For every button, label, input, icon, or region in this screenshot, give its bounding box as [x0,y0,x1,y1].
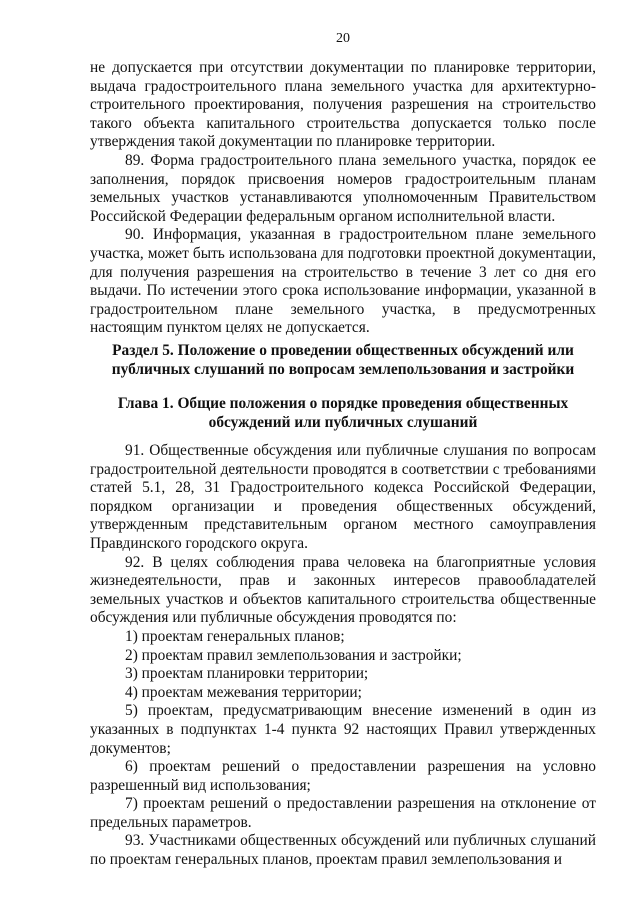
list-item-2: 2) проектам правил землепользования и застройки; [125,646,462,664]
list-item-3: 3) проектам планировки территории; [125,665,369,683]
paragraph-91: 91. Общественные обсуждения или публичные слушания по вопросам градостроительной деятельности проводятся в соответствии с требованиями статей 5.1, 28, 31 Градостроительного кодекса Российской Федерации, порядком организации и проведения общественных обсуждений, утвержденным представительным органом местного самоуправления Правдинского городского округа. [90,442,596,552]
page-number: 20 [336,31,350,46]
paragraph-90: 90. Информация, указанная в градостроительном плане земельного участка, может быть использована для подготовки проектной документации, для получения разрешения на строительство в течение 3 лет со дня его выдачи. По истечении этого срока использование информации, указанной в градостроительном плане земельного участка, в предусмотренных настоящим пунктом целях не допускается. [90,226,596,337]
paragraph-continuation: не допускается при отсутствии документации по планировке территории, выдача градостроительного плана земельного участка для архитектурно-строительного проектирования, получения разрешения на строительство такого объекта капитального строительства допускается только после утверждения такой документации по планировке территории. [90,59,596,151]
text-block-bottom [90,442,596,870]
list-item-4: 4) проектам межевания территории; [125,683,362,701]
paragraph-92: 92. В целях соблюдения права человека на благоприятные условия жизнедеятельности, прав и законных интересов правообладателей земельных участков и объектов капитального строительства общественные обсуждения или публичные обсуждения проводятся по: [90,553,596,627]
paragraph-93: 93. Участниками общественных обсуждений или публичных слушаний по проектам генеральных планов, проектам правил землепользования и [90,832,596,869]
chapter-heading: Глава 1. Общие положения о порядке проведения общественных обсуждений или публичных слушаний [117,395,569,431]
section-heading: Раздел 5. Положение о проведении общественных обсуждений или публичных слушаний по вопросам землепользования и застройки [111,342,575,378]
text-block-top [90,59,596,338]
list-item-1: 1) проектам генеральных планов; [125,627,345,645]
paragraph-89: 89. Форма градостроительного плана земельного участка, порядок ее заполнения, порядок присвоения номеров градостроительным планам земельных участков устанавливаются уполномоченным Правительством Российской Федерации федеральным органом исполнительной власти. [90,151,596,225]
list-item-5: 5) проектам, предусматривающим внесение изменений в один из указанных в подпунктах 1-4 пункта 92 настоящих Правил утвержденных документов; [90,702,596,757]
list-item-6: 6) проектам решений о предоставлении разрешения на условно разрешенный вид использования; [90,758,596,794]
list-item-7: 7) проектам решений о предоставлении разрешения на отклонение от предельных параметров. [90,795,596,831]
